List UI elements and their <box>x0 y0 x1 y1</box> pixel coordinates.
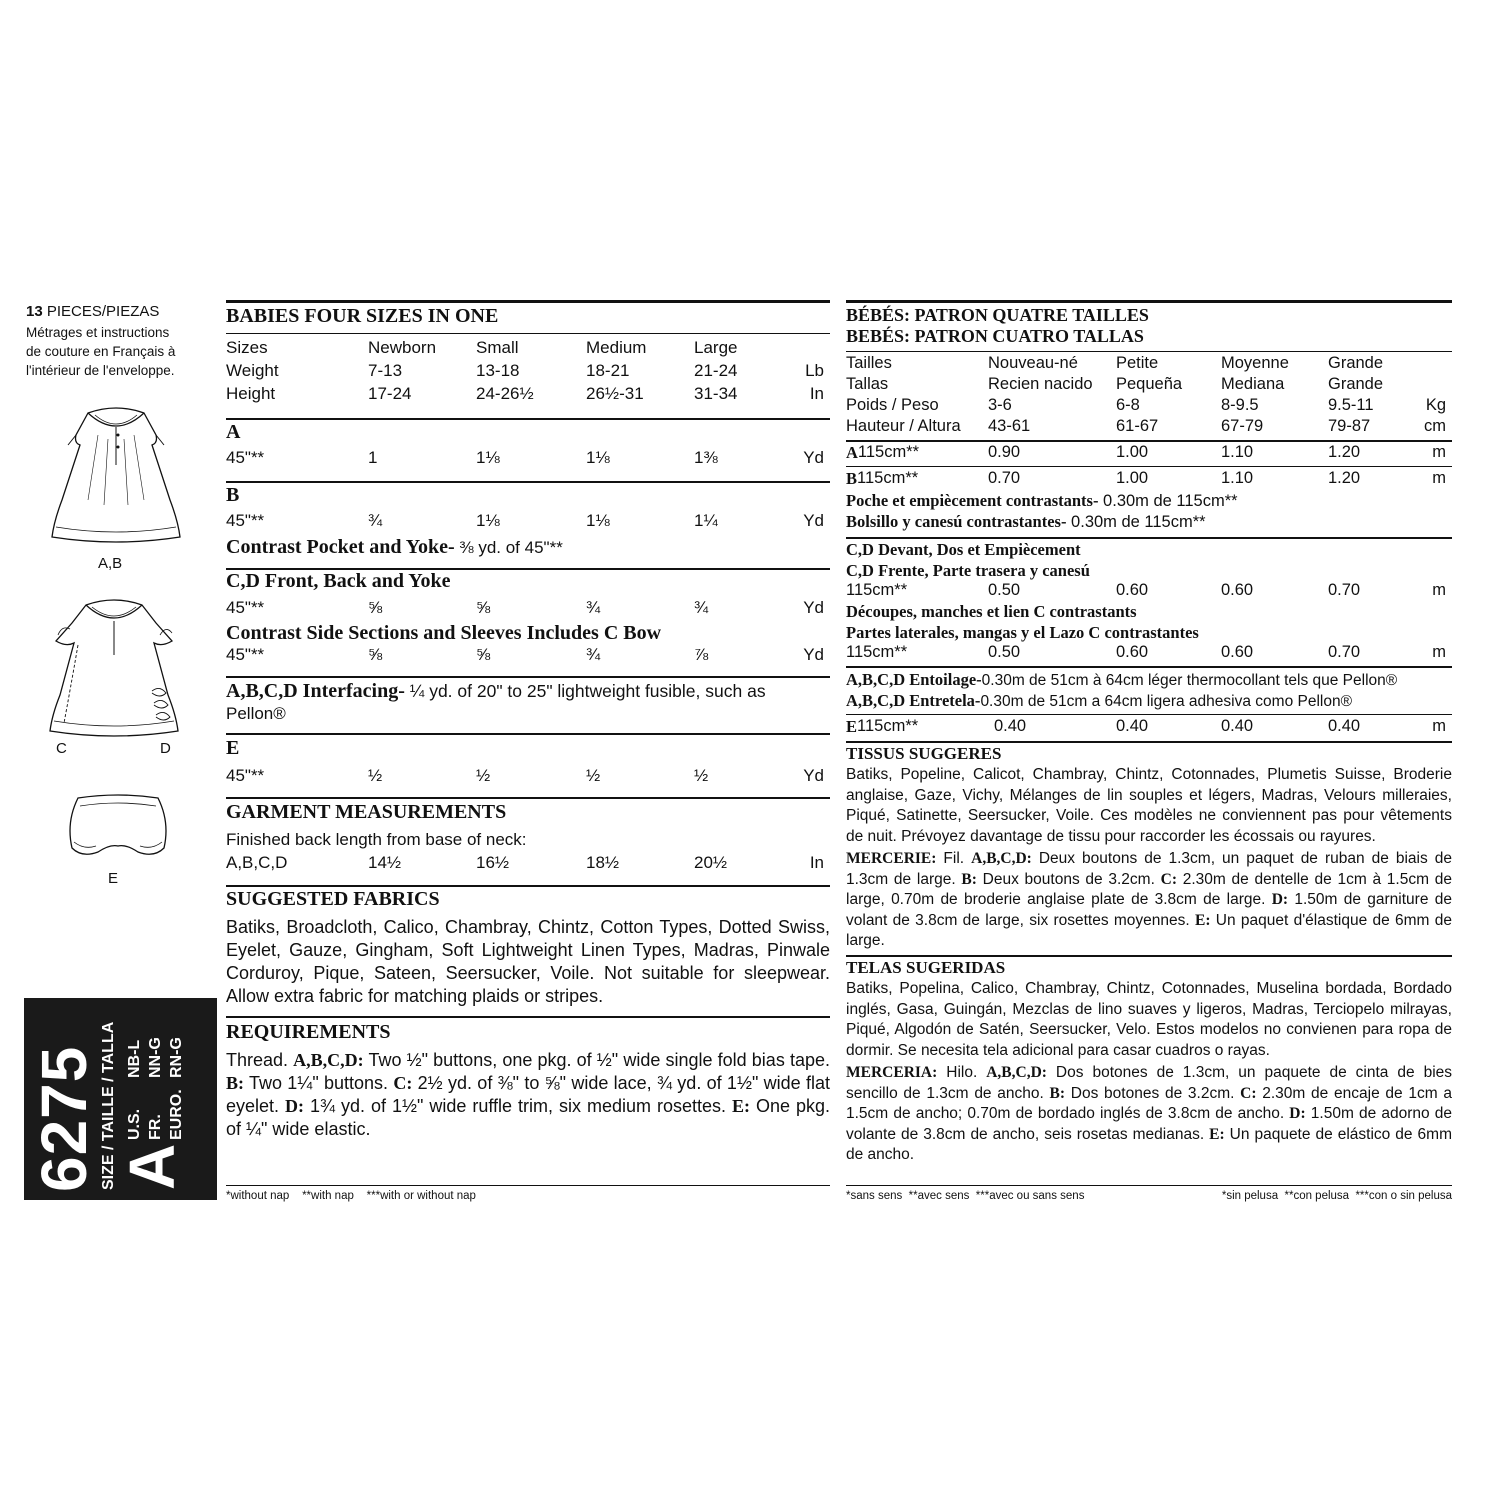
fr-weight-row: Poids / Peso 3-6 6-8 8-9.5 9.5-11 Kg <box>846 396 1446 414</box>
fr-size-row: Tailles Nouveau-né Petite Moyenne Grande <box>846 354 1384 372</box>
en-cd-row: 45"** ⅝ ⅝ ¾ ¾ Yd <box>226 598 824 617</box>
en-view-e-row: 45"** ½ ½ ½ ½ Yd <box>226 766 824 785</box>
es-telas-title: TELAS SUGERIDAS <box>846 958 1006 977</box>
label-d: D <box>160 740 171 757</box>
fr-rule <box>846 666 1452 668</box>
en-contrast-side-label: Contrast Side Sections and Sleeves Includes C Bow <box>226 622 662 644</box>
fr-entoilage: A,B,C,D Entoilage-0.30m de 51cm à 64cm léger thermocollant tels que Pellon® <box>846 670 1398 689</box>
size-row-us: U.S. NB-L <box>126 1039 143 1140</box>
es-bolsillo: Bolsillo y canesú contrastantes- 0.30m de 115cm** <box>846 512 1206 531</box>
fr-cd-title1: C,D Devant, Dos et Empiècement <box>846 540 1081 559</box>
es-entretela: A,B,C,D Entretela-0.30m de 51cm a 64cm ligera adhesiva como Pellon® <box>846 691 1352 710</box>
rotated-block <box>24 998 217 1200</box>
dress-ab-illustration <box>48 405 184 545</box>
fr-view-a-row: A 115cm** 0.90 1.00 1.10 1.20 m <box>846 443 1446 462</box>
fr-decoupes-row: 115cm** 0.50 0.60 0.60 0.70 m <box>846 643 1446 661</box>
fr-height-row: Hauteur / Altura 43-61 61-67 67-79 79-87 cm <box>846 417 1446 435</box>
bloomers-e-illustration <box>66 792 170 864</box>
en-height-row: Height 17-24 24-26½ 26½-31 31-34 In <box>226 384 824 403</box>
en-view-a-label: A <box>226 421 241 443</box>
en-footnote: *without nap **with nap ***with or without nap <box>226 1190 476 1202</box>
fr-mercerie-text: MERCERIE: Fil. A,B,C,D: Deux boutons de 1.3cm, un paquet de ruban de biais de 1.3cm de large. B: Deux boutons de 3.2cm. C: 2.30m de dentelle de 1cm à 1.5cm de large, 0.70m de broderie anglaise plate de 3.8cm de large. D: 1.50m de garniture de volant de 3.8cm de large, six rosettes moyennes. E: Un paquet d'élastique de 6mm de large. <box>846 850 1452 949</box>
en-rule <box>226 481 830 483</box>
en-contrast-side-row: 45"** ⅝ ⅝ ¾ ⅞ Yd <box>226 645 824 664</box>
en-interfacing-line2: Pellon® <box>226 704 286 723</box>
en-top-rule <box>226 300 830 303</box>
en-rule <box>226 333 830 334</box>
en-garment-row: A,B,C,D 14½ 16½ 18½ 20½ In <box>226 853 824 872</box>
en-contrast-pocket: Contrast Pocket and Yoke- ⅜ yd. of 45"** <box>226 536 563 558</box>
pieces-label: PIECES/PIEZAS <box>46 303 160 320</box>
pattern-number-block <box>24 998 217 1200</box>
en-cd-label: C,D Front, Back and Yoke <box>226 570 451 592</box>
en-view-a-row: 45"** 1 1⅛ 1⅛ 1⅜ Yd <box>226 448 824 467</box>
fr-decoupes-title2: Partes laterales, mangas y el Lazo C contrastantes <box>846 623 1199 642</box>
note-line: de couture en Français à <box>26 344 176 359</box>
en-view-b-label: B <box>226 484 240 506</box>
fr-rule <box>846 714 1452 715</box>
es-telas-text: Batiks, Popelina, Calico, Chambray, Chintz, Cotonnades, Muselina bordada, Bordado inglés, Gasa, Guingán, Mezclas de lino suaves y ligeros, Madras, Terciopelo milrayas, Piqué, Algodón de Satén, Seersucker, Velo. Estos modelos no convienen para ropa de dormir. Se necesita tela adicional para casar cuadros o rayas. <box>846 980 1452 1059</box>
size-rows <box>124 1010 187 1140</box>
fr-cd-title2: C,D Frente, Parte trasera y canesú <box>846 561 1090 580</box>
en-fabrics-text: Batiks, Broadcloth, Calico, Chambray, Chintz, Cotton Types, Dotted Swiss, Eyelet, Gauze, Gingham, Soft Lightweight Linen Types, Madras, Pinwale Corduroy, Pique, Sateen, Seersucker, Voile. Not suitable for sleepwear. Allow extra fabric for matching plaids or stripes. <box>226 917 830 1006</box>
en-rule <box>226 676 830 678</box>
fr-view-b-row: B 115cm** 0.70 1.00 1.10 1.20 m <box>846 469 1446 488</box>
en-title: BABIES FOUR SIZES IN ONE <box>226 305 499 327</box>
fr-tissus-title: TISSUS SUGGERES <box>846 744 1002 763</box>
fr-footnote: *sans sens **avec sens ***avec ou sans sens <box>846 1190 1085 1202</box>
en-rule <box>226 418 830 420</box>
pattern-number: 6275 <box>28 1045 100 1192</box>
en-garment-note: Finished back length from base of neck: <box>226 830 527 849</box>
fr-rule <box>846 351 1452 352</box>
en-req-text: Thread. A,B,C,D: Two ½" buttons, one pkg. of ½" wide single fold bias tape. B: Two 1¼" buttons. C: 2½ yd. of ⅜" to ⅝" wide lace, ¾ yd. of 1½" wide flat eyelet. D: 1¾ yd. of 1½" wide ruffle trim, six medium rosettes. E: One pkg. of ¼" wide elastic. <box>226 1050 831 1139</box>
en-rule <box>226 885 830 887</box>
fr-rule <box>846 741 1452 743</box>
size-label: SIZE / TAILLE / TALLA <box>100 1021 117 1190</box>
fr-rule <box>846 440 1452 442</box>
fr-top-rule <box>846 300 1452 303</box>
fr-rule <box>846 537 1452 539</box>
en-rule <box>226 733 830 735</box>
es-footnote: *sin pelusa **con pelusa ***con o sin pelusa <box>1221 1190 1452 1202</box>
en-weight-row: Weight 7-13 13-18 18-21 21-24 Lb <box>226 361 824 380</box>
en-size-row: Sizes Newborn Small Medium Large <box>226 338 738 357</box>
dress-cd-illustration <box>40 595 190 740</box>
fr-rule <box>846 466 1452 467</box>
fr-cd-row: 115cm** 0.50 0.60 0.60 0.70 m <box>846 581 1446 599</box>
size-letter: A <box>116 1143 188 1190</box>
fr-tallas-row: Tallas Recien nacido Pequeña Mediana Grande <box>846 375 1384 393</box>
es-merceria-text: MERCERIA: Hilo. A,B,C,D: Dos botones de 1.3cm, un paquete de cinta de bies sencillo de 1.3cm de ancho. B: Dos botones de 3.2cm. C: 2.30m de encaje de 1cm a 1.5cm de ancho; 0.70m de bordado inglés de 3.8cm de ancho. D: 1.50m de adorno de volante de 3.8cm de ancho, seis rosetas medianas. E: Un paquete de elástico de 6mm de ancho. <box>846 1064 1453 1163</box>
fr-bottom-rule <box>846 1185 1452 1186</box>
fr-title2: BEBÉS: PATRON CUATRO TALLAS <box>846 326 1144 346</box>
fr-tissus-text: Batiks, Popeline, Calicot, Chambray, Chintz, Cotonnades, Plumetis Suisse, Broderie anglaise, Gaze, Vichy, Mélanges de lin souples et légers, Madras, Velours milleraies, Piqué, Satinette, Seersucker, Voile. Ces modèles ne conviennent pas pour vêtements de nuit. Prévoyez davantage de tissu pour raccorder les écossais ou rayures. <box>846 766 1452 845</box>
fr-rule <box>846 955 1452 957</box>
en-rule <box>226 1016 830 1018</box>
en-fabrics-title: SUGGESTED FABRICS <box>226 888 440 910</box>
fr-view-e-row: E 115cm** 0.40 0.40 0.40 0.40 m <box>846 717 1446 736</box>
en-view-e-label: E <box>226 737 240 759</box>
fr-title1: BÉBÉS: PATRON QUATRE TAILLES <box>846 305 1149 325</box>
en-rule <box>226 797 830 799</box>
pieces-number: 13 <box>26 303 43 320</box>
fr-decoupes-title1: Découpes, manches et lien C contrastants <box>846 602 1137 621</box>
label-c: C <box>56 740 67 757</box>
en-garment-title: GARMENT MEASUREMENTS <box>226 801 507 823</box>
en-req-title: REQUIREMENTS <box>226 1021 391 1043</box>
label-e: E <box>108 870 119 887</box>
size-row-fr: FR. NN-G <box>147 1037 164 1140</box>
pieces-count <box>26 303 159 320</box>
en-interfacing: A,B,C,D Interfacing- ¼ yd. of 20" to 25" lightweight fusible, such as <box>226 680 766 702</box>
french-instructions-note <box>26 323 175 380</box>
size-row-euro: EURO. RN-G <box>168 1037 185 1140</box>
label-ab: A,B <box>98 555 123 572</box>
fr-poche: Poche et empiècement contrastants- 0.30m de 115cm** <box>846 491 1238 510</box>
note-line: l'intérieur de l'enveloppe. <box>26 363 175 378</box>
note-line: Métrages et instructions <box>26 325 170 340</box>
en-bottom-rule <box>226 1185 830 1186</box>
en-view-b-row: 45"** ¾ 1⅛ 1⅛ 1¼ Yd <box>226 511 824 530</box>
